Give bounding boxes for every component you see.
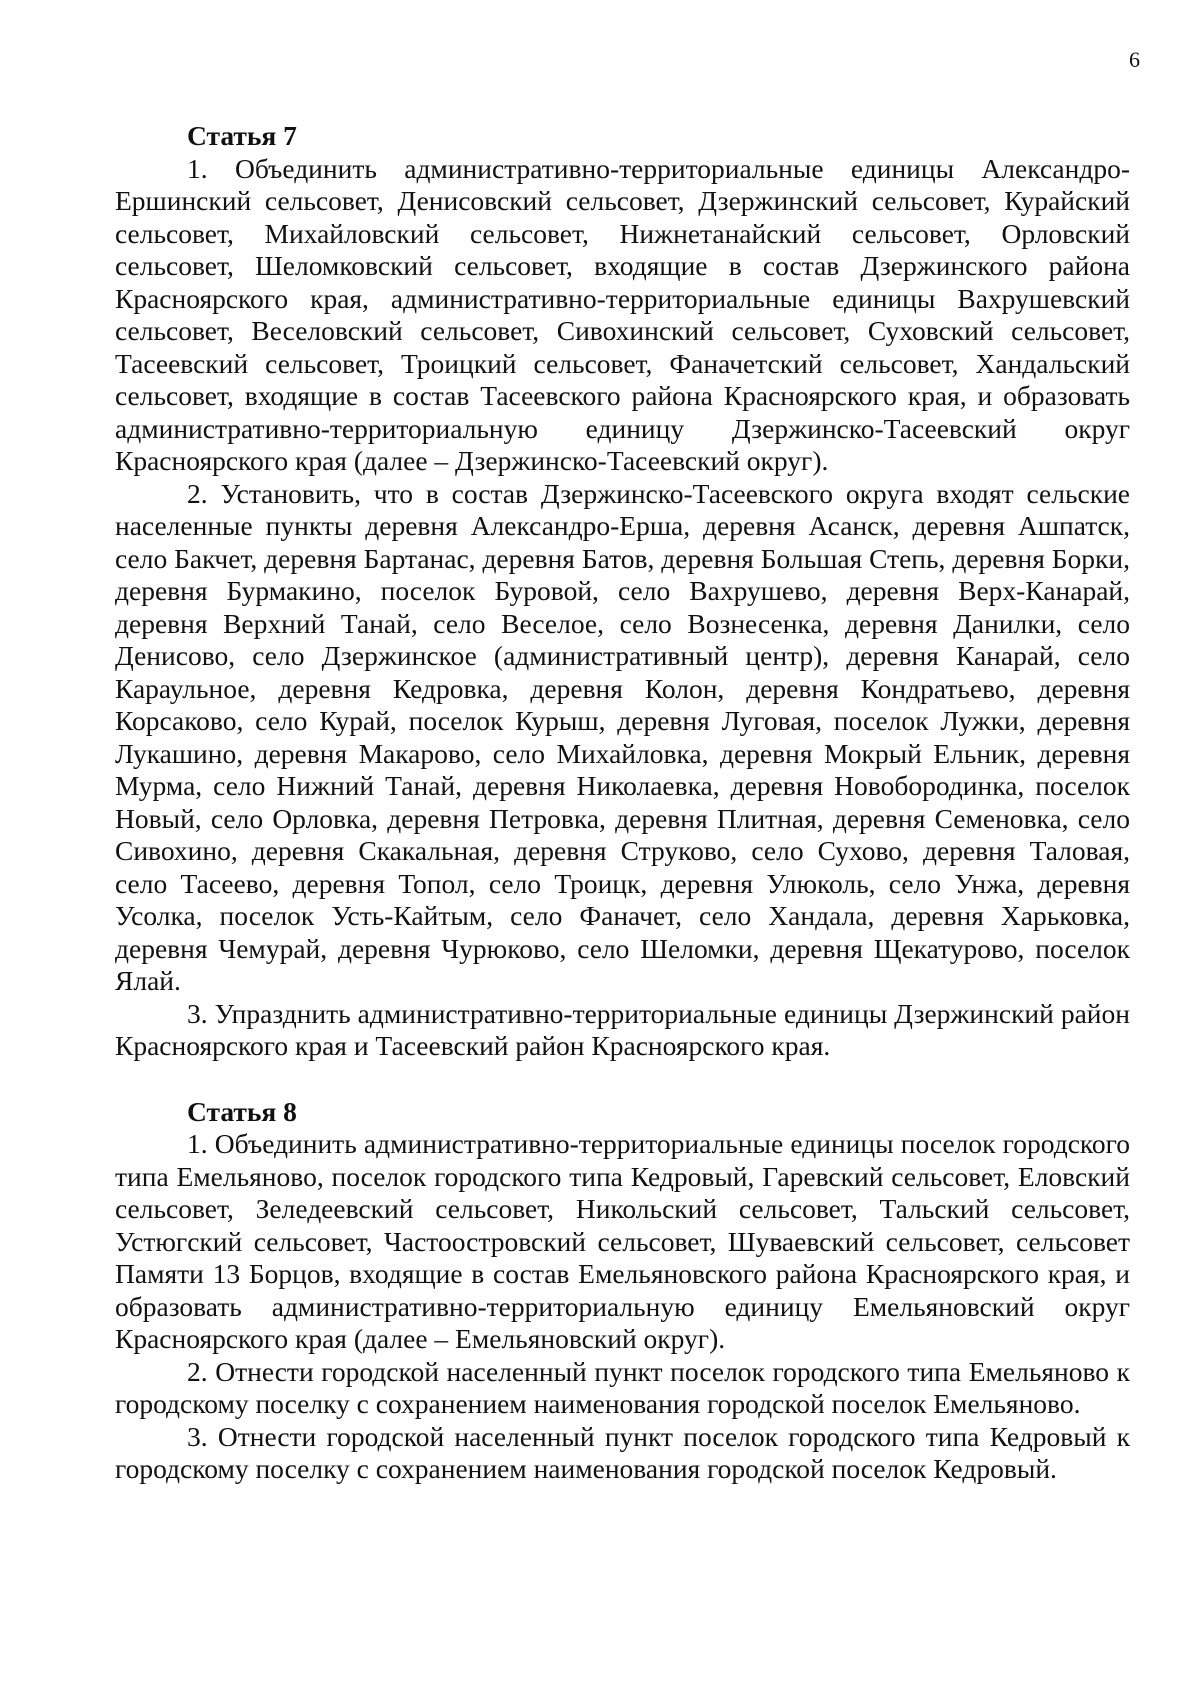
article-title: Статья 8 xyxy=(187,1095,297,1127)
page-number: 6 xyxy=(1129,47,1140,72)
article-8 xyxy=(115,1096,1130,1486)
article-paragraph: 1. Объединить административно-территориальные единицы поселок городского типа Емельяново, поселок городского типа Кедровый, Гаревский сельсовет, Еловский сельсовет, Зеледеевский сельсовет, Никольский сельсовет, Тальский сельсовет, Устюгский сельсовет, Частоостровский сельсовет, Шуваевский сельсовет, сельсовет Памяти 13 Борцов, входящие в состав Емельяновского района Красноярского края, и образовать административно-территориальную единицу Емельяновский округ Красноярского края (далее – Емельяновский округ). xyxy=(115,1128,1130,1354)
article-paragraph: 1. Объединить административно-территориальные единицы Александро-Ершинский сельсовет, Денисовский сельсовет, Дзержинский сельсовет, Курайский сельсовет, Михайловский сельсовет, Нижнетанайский сельсовет, Орловский сельсовет, Шеломковский сельсовет, входящие в состав Дзержинского района Красноярского края, административно-территориальные единицы Вахрушевский сельсовет, Веселовский сельсовет, Сивохинский сельсовет, Суховский сельсовет, Тасеевский сельсовет, Троицкий сельсовет, Фаначетский сельсовет, Хандальский сельсовет, входящие в состав Тасеевского района Красноярского края, и образовать административно-территориальную единицу Дзержинско-Тасеевский округ Красноярского края (далее – Дзержинско-Тасеевский округ). xyxy=(115,152,1130,476)
article-7 xyxy=(115,120,1130,1063)
document-body xyxy=(115,120,1130,1486)
article-paragraph: 2. Установить, что в состав Дзержинско-Тасеевского округа входят сельские населенные пункты деревня Александро-Ерша, деревня Асанск, деревня Ашпатск, село Бакчет, деревня Бартанас, деревня Батов, деревня Большая Степь, деревня Борки, деревня Бурмакино, поселок Буровой, село Вахрушево, деревня Верх-Канарай, деревня Верхний Танай, село Веселое, село Вознесенка, деревня Данилки, село Денисово, село Дзержинское (административный центр), деревня Канарай, село Караульное, деревня Кедровка, деревня Колон, деревня Кондратьево, деревня Корсаково, село Курай, поселок Курыш, деревня Луговая, поселок Лужки, деревня Лукашино, деревня Макарово, село Михайловка, деревня Мокрый Ельник, деревня Мурма, село Нижний Танай, деревня Николаевка, деревня Новобородинка, поселок Новый, село Орловка, деревня Петровка, деревня Плитная, деревня Семеновка, село Сивохино, деревня Скакальная, деревня Струково, село Сухово, деревня Таловая, село Тасеево, деревня Топол, село Троицк, деревня Улюколь, село Унжа, деревня Усолка, поселок Усть-Кайтым, село Фаначет, село Хандала, деревня Харьковка, деревня Чемурай, деревня Чурюково, село Шеломки, деревня Щекатурово, поселок Ялай. xyxy=(115,477,1130,996)
article-paragraph: 3. Упразднить административно-территориальные единицы Дзержинский район Красноярского края и Тасеевский район Красноярского края. xyxy=(115,997,1130,1061)
article-paragraph: 3. Отнести городской населенный пункт поселок городского типа Кедровый к городскому поселку с сохранением наименования городской поселок Кедровый. xyxy=(115,1420,1130,1484)
article-title: Статья 7 xyxy=(187,120,297,151)
article-paragraph: 2. Отнести городской населенный пункт поселок городского типа Емельяново к городскому поселку с сохранением наименования городской поселок Емельяново. xyxy=(115,1355,1130,1419)
